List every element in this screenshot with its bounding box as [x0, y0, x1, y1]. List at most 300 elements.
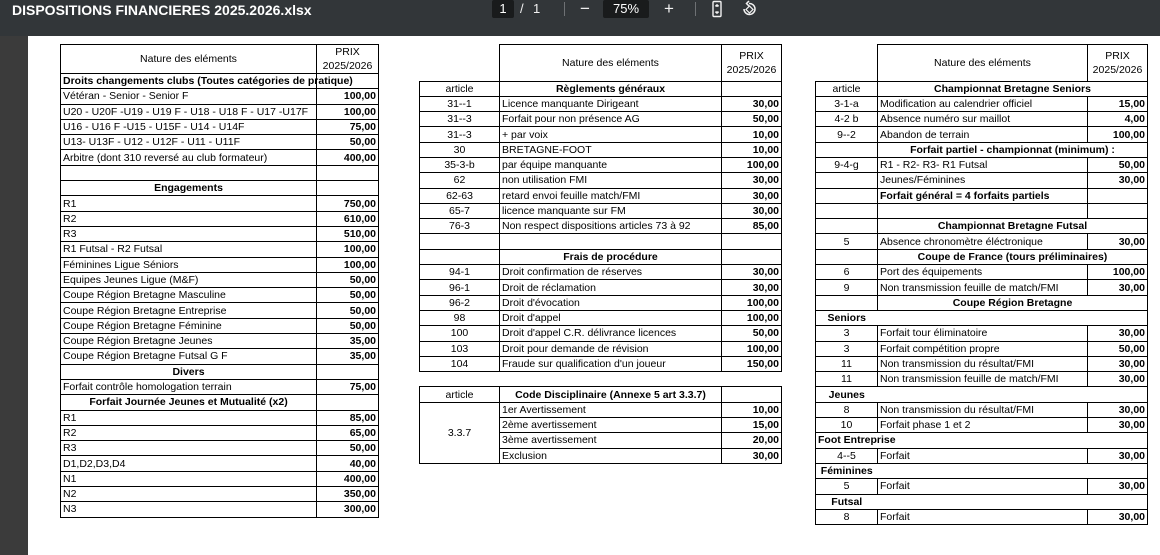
price-cell: 85,00	[722, 219, 782, 234]
price-cell: 50,00	[317, 135, 379, 150]
subsection-label: Futsal	[816, 494, 878, 509]
article-cell: 3.3.7	[420, 402, 500, 463]
price-cell: 50,00	[1088, 157, 1148, 172]
table-row	[816, 142, 1148, 157]
price-cell: 20,00	[722, 433, 782, 448]
item-label: Forfait tour éliminatoire	[878, 326, 1088, 341]
article-cell: 103	[420, 341, 500, 356]
item-label: BRETAGNE-FOOT	[500, 142, 722, 157]
pdf-toolbar	[0, 0, 1160, 36]
table-row	[61, 150, 379, 165]
item-label	[500, 234, 722, 249]
table-row	[61, 318, 379, 333]
table-row	[420, 188, 782, 203]
item-label: non utilisation FMI	[500, 173, 722, 188]
section-header: Engagements	[61, 181, 317, 196]
document-title: DISPOSITIONS FINANCIERES 2025.2026.xlsx	[12, 2, 312, 18]
item-label: + par voix	[500, 127, 722, 142]
article-cell: 8	[816, 509, 878, 524]
price-cell: 30,00	[722, 448, 782, 463]
item-label: Forfait	[878, 509, 1088, 524]
table-row	[61, 104, 379, 119]
price-cell: 30,00	[1088, 372, 1148, 387]
item-label: Modification au calendrier officiel	[878, 96, 1088, 111]
price-cell: 50,00	[722, 326, 782, 341]
article-cell: 10	[816, 418, 878, 433]
section-header: Forfait Journée Jeunes et Mutualité (x2)	[61, 395, 317, 410]
table-row	[61, 257, 379, 272]
price-cell: 50,00	[317, 288, 379, 303]
table-row	[61, 364, 379, 379]
table-row	[816, 494, 1148, 509]
column-header-nature: Nature des eléments	[878, 45, 1088, 82]
section-header: Frais de procédure	[500, 249, 722, 264]
table-row	[816, 265, 1148, 280]
table-row	[61, 242, 379, 257]
section-header: Coupe Région Bretagne	[878, 295, 1148, 310]
table-row	[816, 402, 1148, 417]
article-cell: 96-2	[420, 295, 500, 310]
section-header: Championnat Bretagne Seniors	[878, 81, 1148, 96]
table-row	[420, 341, 782, 356]
price-cell: 100,00	[722, 157, 782, 172]
subsection-label: Foot Entreprise	[816, 433, 1088, 448]
item-label: Coupe Région Bretagne Jeunes	[61, 334, 317, 349]
table-row	[816, 219, 1148, 234]
table-row	[816, 112, 1148, 127]
price-cell: 30,00	[722, 280, 782, 295]
article-cell	[816, 219, 878, 234]
table-row	[816, 310, 1148, 325]
article-cell: 8	[816, 402, 878, 417]
price-cell: 30,00	[722, 173, 782, 188]
item-label: Non respect dispositions articles 73 à 92	[500, 219, 722, 234]
item-label: R1	[61, 410, 317, 425]
item-label: par équipe manquante	[500, 157, 722, 172]
page-number-input[interactable]: 1	[492, 0, 514, 18]
table-row	[420, 81, 782, 96]
table-row	[816, 96, 1148, 111]
item-label: Forfait	[878, 479, 1088, 494]
table-row	[816, 234, 1148, 249]
page-total: 1	[533, 1, 541, 16]
table-row	[420, 157, 782, 172]
table-row	[816, 341, 1148, 356]
price-cell: 350,00	[317, 487, 379, 502]
item-label: Non transmission feuille de match/FMI	[878, 280, 1088, 295]
price-cell	[722, 234, 782, 249]
subsection-label: Jeunes	[816, 387, 878, 402]
table-row	[816, 418, 1148, 433]
article-cell	[420, 249, 500, 264]
table-row	[420, 372, 782, 387]
article-cell: 11	[816, 356, 878, 371]
item-label: U16 - U16 F -U15 - U15F - U14 - U14F	[61, 119, 317, 134]
table-row	[61, 181, 379, 196]
item-label: Exclusion	[500, 448, 722, 463]
price-cell	[1088, 188, 1148, 203]
empty-cell	[1088, 387, 1148, 402]
price-cell: 50,00	[317, 303, 379, 318]
price-cell: 30,00	[722, 265, 782, 280]
price-cell: 30,00	[1088, 418, 1148, 433]
price-cell: 30,00	[1088, 509, 1148, 524]
item-label: Non transmission du résultat/FMI	[878, 402, 1088, 417]
column-header-nature: Nature des eléments	[61, 45, 317, 74]
table-row	[816, 509, 1148, 524]
page-separator: /	[520, 1, 524, 16]
price-cell: 40,00	[317, 456, 379, 471]
item-label	[61, 165, 317, 180]
section-header: Forfait partiel - championnat (minimum) :	[878, 142, 1148, 157]
table-row	[816, 81, 1148, 96]
price-cell: 4,00	[1088, 112, 1148, 127]
price-cell: 100,00	[317, 257, 379, 272]
price-cell: 50,00	[722, 112, 782, 127]
table-row	[816, 372, 1148, 387]
item-label: Fraude sur qualification d'un joueur	[500, 356, 722, 371]
item-label: Droit confirmation de réserves	[500, 265, 722, 280]
price-cell: 100,00	[317, 89, 379, 104]
article-cell: 5	[816, 479, 878, 494]
empty-cell	[1088, 310, 1148, 325]
zoom-out-button[interactable]: −	[580, 0, 590, 18]
table-row	[420, 249, 782, 264]
section-header: Règlements généraux	[500, 81, 722, 96]
table-row	[61, 425, 379, 440]
table-row	[816, 356, 1148, 371]
price-cell: 30,00	[1088, 173, 1148, 188]
article-cell: 4--5	[816, 448, 878, 463]
table-row	[816, 448, 1148, 463]
article-cell: 100	[420, 326, 500, 341]
article-cell: 62	[420, 173, 500, 188]
price-cell: 10,00	[722, 127, 782, 142]
item-label: R2	[61, 211, 317, 226]
item-label: Droit pour demande de révision	[500, 341, 722, 356]
item-label: Non transmission du résultat/FMI	[878, 356, 1088, 371]
article-cell	[816, 249, 878, 264]
price-cell: 50,00	[317, 272, 379, 287]
table-row	[420, 265, 782, 280]
article-cell: 62-63	[420, 188, 500, 203]
table-row	[61, 211, 379, 226]
item-label: Droit d'appel	[500, 310, 722, 325]
price-cell: 35,00	[317, 334, 379, 349]
article-cell: 9	[816, 280, 878, 295]
table-row	[61, 471, 379, 486]
table-regulations	[419, 44, 782, 464]
empty-cell	[1088, 463, 1148, 478]
item-label: R1	[61, 196, 317, 211]
article-cell: 35-3-b	[420, 157, 500, 172]
subsection-label: Féminines	[816, 463, 878, 478]
price-cell: 610,00	[317, 211, 379, 226]
article-cell: 31--3	[420, 127, 500, 142]
article-cell: 31--3	[420, 112, 500, 127]
table-row	[420, 234, 782, 249]
table-row	[816, 280, 1148, 295]
article-cell: article	[420, 81, 500, 96]
price-cell: 100,00	[317, 242, 379, 257]
item-label: 1er Avertissement	[500, 402, 722, 417]
section-header: Droits changements clubs (Toutes catégories de pratique)	[61, 74, 317, 89]
column-header-price: PRIX 2025/2026	[1088, 45, 1148, 82]
subsection-label: Seniors	[816, 310, 878, 325]
item-label: Port des équipements	[878, 265, 1088, 280]
table-row	[61, 288, 379, 303]
table-row	[420, 96, 782, 111]
table-row	[816, 173, 1148, 188]
item-label: Forfait compétition propre	[878, 341, 1088, 356]
table-row	[61, 165, 379, 180]
price-cell: 100,00	[1088, 265, 1148, 280]
item-label: Jeunes/Féminines	[878, 173, 1088, 188]
table-row	[61, 441, 379, 456]
zoom-level-input[interactable]: 75%	[603, 0, 649, 18]
item-label: Equipes Jeunes Ligue (M&F)	[61, 272, 317, 287]
article-cell: 9-4-g	[816, 157, 878, 172]
item-label: licence manquante sur FM	[500, 203, 722, 218]
price-cell	[1088, 203, 1148, 218]
table-row	[420, 112, 782, 127]
article-cell	[816, 203, 878, 218]
price-cell: 400,00	[317, 150, 379, 165]
table-row	[61, 410, 379, 425]
price-cell: 30,00	[1088, 234, 1148, 249]
price-cell: 85,00	[317, 410, 379, 425]
table-row	[816, 433, 1148, 448]
empty-cell	[878, 387, 1088, 402]
article-cell: 96-1	[420, 280, 500, 295]
article-cell: 3-1-a	[816, 96, 878, 111]
price-cell: 30,00	[722, 203, 782, 218]
article-cell: 31--1	[420, 96, 500, 111]
item-label: Vétéran - Senior - Senior F	[61, 89, 317, 104]
column-header-price: PRIX 2025/2026	[722, 45, 782, 82]
item-label: Non transmission feuille de match/FMI	[878, 372, 1088, 387]
table-row	[61, 74, 379, 89]
price-cell: 35,00	[317, 349, 379, 364]
article-cell	[816, 188, 878, 203]
table-row	[61, 395, 379, 410]
table-row	[816, 203, 1148, 218]
column-header-price: PRIX 2025/2026	[317, 45, 379, 74]
empty-cell	[878, 494, 1088, 509]
price-cell: 30,00	[722, 188, 782, 203]
table-row	[61, 379, 379, 394]
table-row	[420, 402, 782, 417]
price-cell: 30,00	[1088, 326, 1148, 341]
price-cell: 100,00	[317, 104, 379, 119]
article-cell	[816, 142, 878, 157]
spacer-cell	[722, 372, 782, 387]
empty-cell	[878, 310, 1088, 325]
table-row	[816, 157, 1148, 172]
price-cell: 75,00	[317, 119, 379, 134]
spacer-cell	[500, 372, 722, 387]
item-label: U20 - U20F -U19 - U19 F - U18 - U18 F - U17 -U17F	[61, 104, 317, 119]
article-cell: 3	[816, 326, 878, 341]
article-cell: 6	[816, 265, 878, 280]
price-cell	[722, 81, 782, 96]
item-label: R1 Futsal - R2 Futsal	[61, 242, 317, 257]
price-cell: 50,00	[317, 441, 379, 456]
article-cell: 11	[816, 372, 878, 387]
price-cell: 30,00	[1088, 356, 1148, 371]
section-header: Championnat Bretagne Futsal	[878, 219, 1148, 234]
item-label: Forfait phase 1 et 2	[878, 418, 1088, 433]
price-cell	[722, 387, 782, 402]
table-row	[61, 89, 379, 104]
table-row	[61, 502, 379, 517]
table-row	[816, 188, 1148, 203]
price-cell: 400,00	[317, 471, 379, 486]
fit-to-page-icon[interactable]	[708, 0, 726, 18]
price-cell: 30,00	[1088, 280, 1148, 295]
article-cell: 4-2 b	[816, 112, 878, 127]
item-label: Absence numéro sur maillot	[878, 112, 1088, 127]
article-cell: 30	[420, 142, 500, 157]
item-label: Coupe Région Bretagne Futsal G F	[61, 349, 317, 364]
article-cell	[420, 234, 500, 249]
article-cell: article	[816, 81, 878, 96]
item-label: U13- U13F - U12 - U12F - U11 - U11F	[61, 135, 317, 150]
price-cell: 750,00	[317, 196, 379, 211]
table-row	[816, 249, 1148, 264]
item-label: 3ème avertissement	[500, 433, 722, 448]
table-row	[816, 326, 1148, 341]
item-label: N2	[61, 487, 317, 502]
price-cell	[317, 364, 379, 379]
item-label: D1,D2,D3,D4	[61, 456, 317, 471]
article-cell: 104	[420, 356, 500, 371]
price-cell: 100,00	[722, 295, 782, 310]
table-row	[61, 196, 379, 211]
rotate-icon[interactable]	[740, 0, 758, 18]
table-row	[61, 303, 379, 318]
table-row	[420, 219, 782, 234]
section-header: Divers	[61, 364, 317, 379]
price-cell: 100,00	[722, 310, 782, 325]
article-cell: 65-7	[420, 203, 500, 218]
price-cell: 510,00	[317, 226, 379, 241]
table-competitions	[815, 44, 1148, 525]
column-header-nature: Nature des eléments	[500, 45, 722, 82]
item-label: Féminines Ligue Séniors	[61, 257, 317, 272]
item-label: Coupe Région Bretagne Masculine	[61, 288, 317, 303]
table-row	[816, 463, 1148, 478]
price-cell: 100,00	[1088, 127, 1148, 142]
price-cell: 15,00	[722, 418, 782, 433]
section-header: Code Disciplinaire (Annexe 5 art 3.3.7)	[500, 387, 722, 402]
table-row	[61, 334, 379, 349]
article-cell: 3	[816, 341, 878, 356]
table-row	[420, 310, 782, 325]
table-row	[61, 349, 379, 364]
price-cell: 30,00	[1088, 402, 1148, 417]
price-cell: 50,00	[1088, 341, 1148, 356]
price-cell	[722, 249, 782, 264]
price-cell: 30,00	[1088, 479, 1148, 494]
item-label: 2ème avertissement	[500, 418, 722, 433]
item-label: N1	[61, 471, 317, 486]
price-cell: 65,00	[317, 425, 379, 440]
article-cell: 98	[420, 310, 500, 325]
item-label	[878, 203, 1088, 218]
item-label: Coupe Région Bretagne Entreprise	[61, 303, 317, 318]
item-label: retard envoi feuille match/FMI	[500, 188, 722, 203]
item-label: R3	[61, 226, 317, 241]
price-cell: 75,00	[317, 379, 379, 394]
article-cell: 9--2	[816, 127, 878, 142]
item-label: Droit d'évocation	[500, 295, 722, 310]
table-row	[420, 326, 782, 341]
table-row	[816, 127, 1148, 142]
item-label: Absence chronomètre éléctronique	[878, 234, 1088, 249]
price-cell: 50,00	[317, 318, 379, 333]
price-cell: 10,00	[722, 142, 782, 157]
toolbar-divider	[564, 2, 565, 16]
table-row	[420, 356, 782, 371]
item-label: Forfait pour non présence AG	[500, 112, 722, 127]
item-label: R1 - R2- R3- R1 Futsal	[878, 157, 1088, 172]
price-cell	[317, 395, 379, 410]
item-label: Coupe Région Bretagne Féminine	[61, 318, 317, 333]
table-club-fees	[60, 44, 379, 518]
table-row	[420, 173, 782, 188]
article-cell: 5	[816, 234, 878, 249]
article-cell: article	[420, 387, 500, 402]
table-row	[61, 226, 379, 241]
table-row	[61, 456, 379, 471]
table-row	[61, 487, 379, 502]
price-cell	[317, 165, 379, 180]
table-row	[816, 387, 1148, 402]
item-label: R3	[61, 441, 317, 456]
item-label: N3	[61, 502, 317, 517]
item-label: Forfait général = 4 forfaits partiels	[878, 188, 1088, 203]
empty-cell	[878, 463, 1088, 478]
item-label: Abandon de terrain	[878, 127, 1088, 142]
article-cell	[816, 295, 878, 310]
price-cell: 10,00	[722, 402, 782, 417]
zoom-in-button[interactable]: +	[664, 0, 674, 18]
article-cell	[816, 173, 878, 188]
table-row	[816, 479, 1148, 494]
table-row	[420, 295, 782, 310]
price-cell	[317, 181, 379, 196]
price-cell: 100,00	[722, 341, 782, 356]
table-row	[61, 135, 379, 150]
price-cell: 30,00	[722, 96, 782, 111]
price-cell: 30,00	[1088, 448, 1148, 463]
table-row	[420, 280, 782, 295]
price-cell: 150,00	[722, 356, 782, 371]
item-label: Forfait contrôle homologation terrain	[61, 379, 317, 394]
article-cell: 76-3	[420, 219, 500, 234]
table-row	[420, 387, 782, 402]
item-label: R2	[61, 425, 317, 440]
price-cell: 300,00	[317, 502, 379, 517]
price-cell: 15,00	[1088, 96, 1148, 111]
item-label: Droit d'appel C.R. délivrance licences	[500, 326, 722, 341]
item-label: Droit de réclamation	[500, 280, 722, 295]
item-label: Forfait	[878, 448, 1088, 463]
table-row	[420, 142, 782, 157]
table-row	[420, 203, 782, 218]
toolbar-divider	[695, 2, 696, 16]
